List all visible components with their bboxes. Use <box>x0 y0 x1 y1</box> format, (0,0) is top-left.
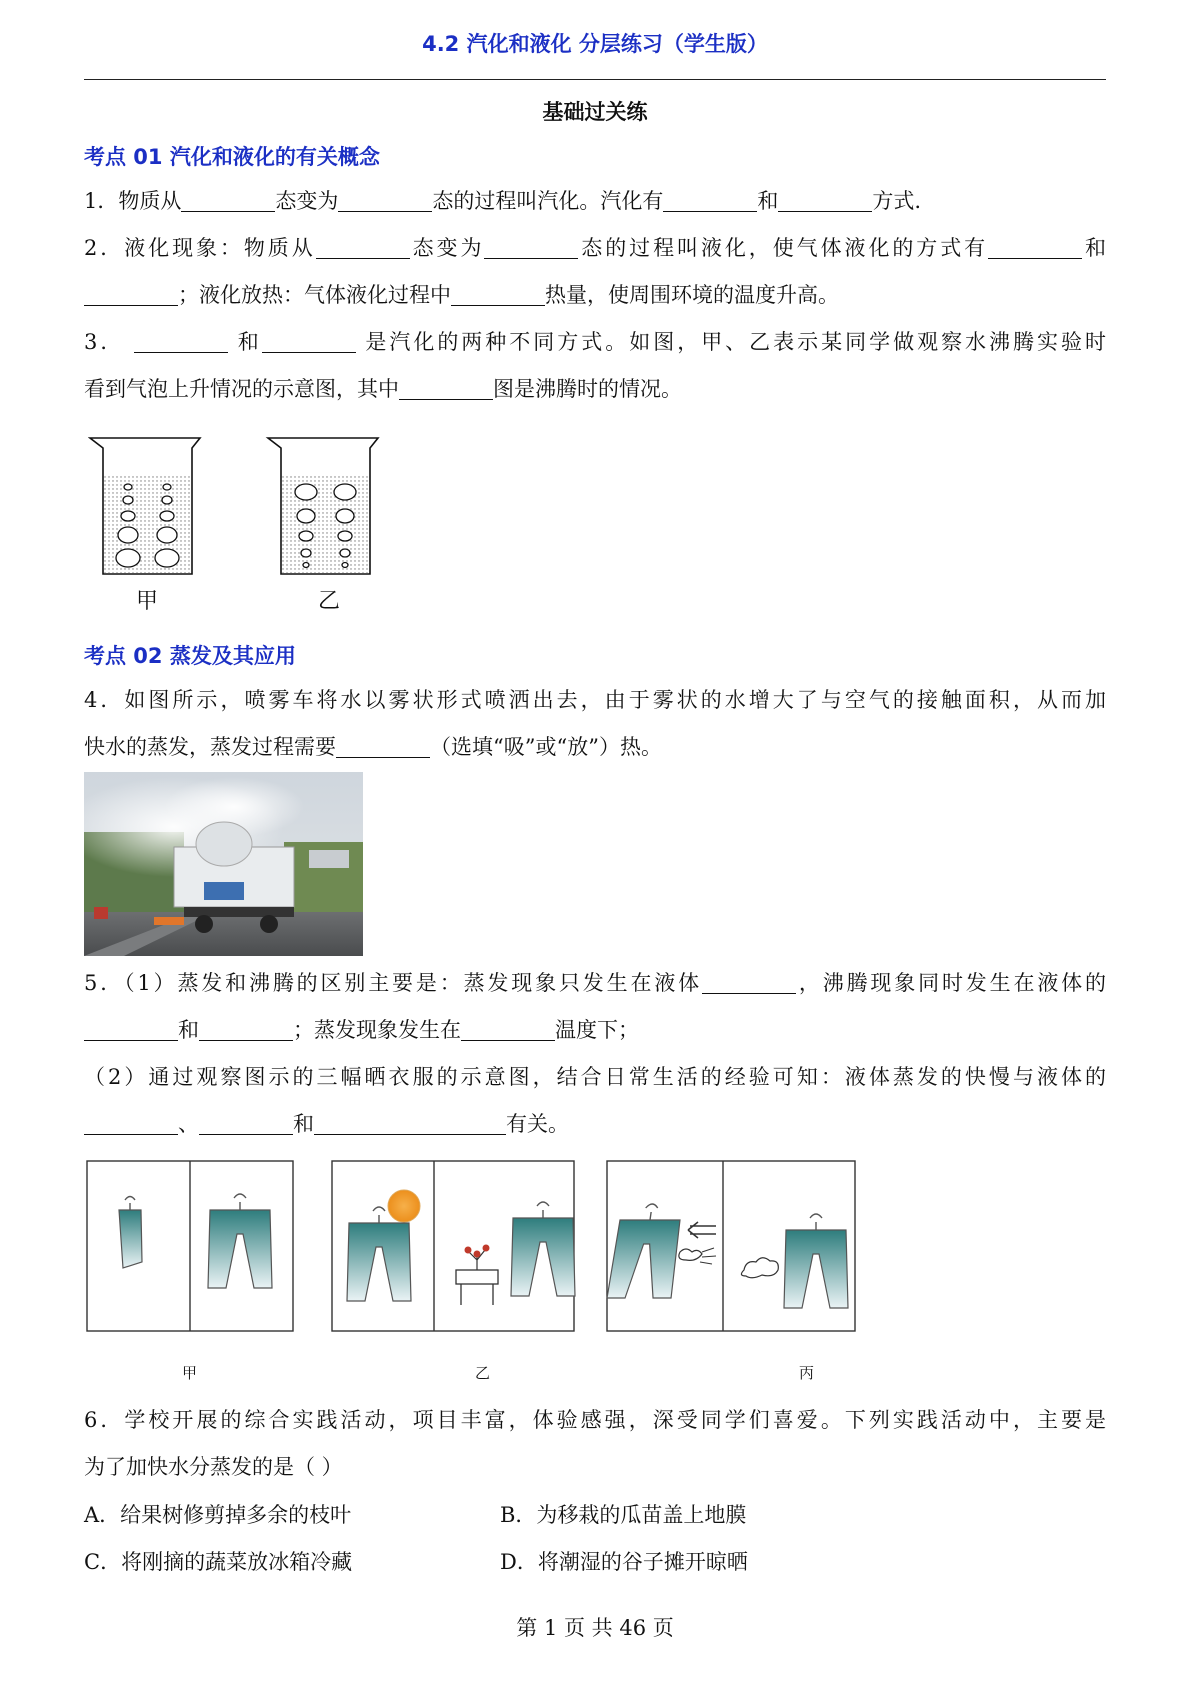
text: 快水的蒸发，蒸发过程需要 <box>84 735 336 759</box>
figure-label-jia: 甲 <box>136 589 159 614</box>
answer-blank[interactable] <box>181 189 275 212</box>
text: （1）蒸发和沸腾的区别主要是：蒸发现象只发生在液体 <box>124 971 703 995</box>
panel-yi <box>332 1161 575 1331</box>
text: 态的过程叫液化，使气体液化的方式有 <box>578 236 989 260</box>
text: 热量，使周围环境的温度升高。 <box>545 283 839 307</box>
answer-blank[interactable] <box>988 236 1082 259</box>
beakers-figure <box>88 436 388 576</box>
answer-blank[interactable] <box>314 1112 506 1135</box>
text: 态变为 <box>275 189 339 213</box>
text: （选填“吸”或“放”）热。 <box>430 735 662 759</box>
option-d[interactable]: D．将潮湿的谷子摊开晾晒 <box>500 1550 748 1574</box>
question-number: 2． <box>84 236 125 260</box>
text: 图是沸腾时的情况。 <box>493 377 682 401</box>
text: ；液化放热：气体液化过程中 <box>178 283 451 307</box>
answer-blank[interactable] <box>262 330 356 353</box>
text: 和 <box>293 1112 314 1136</box>
answer-blank[interactable] <box>484 236 578 259</box>
text: 态变为 <box>409 236 485 260</box>
text: ，沸腾现象同时发生在液体的 <box>796 971 1107 995</box>
text: 和 <box>757 189 779 213</box>
answer-blank[interactable] <box>451 283 545 306</box>
panel-jia <box>87 1161 293 1331</box>
option-b[interactable]: B．为移栽的瓜苗盖上地膜 <box>500 1503 747 1527</box>
question-number: 6． <box>84 1408 125 1432</box>
question-3 <box>84 327 1106 357</box>
question-5-part-1 <box>84 968 1106 998</box>
text: 物质从 <box>118 189 182 213</box>
question-number: 1． <box>84 189 119 213</box>
figure-label-yi: 乙 <box>475 1364 491 1382</box>
answer-blank[interactable] <box>338 189 432 212</box>
question-number: 3． <box>84 330 125 354</box>
text: 和 <box>1082 236 1107 260</box>
question-5-part-2-continued <box>84 1109 1106 1139</box>
page-number: 第 1 页 共 46 页 <box>516 1616 674 1640</box>
question-1 <box>84 186 1106 216</box>
question-6 <box>84 1405 1106 1435</box>
question-6-continued <box>84 1452 1106 1482</box>
topic-02-heading: 考点 02 蒸发及其应用 <box>84 644 296 668</box>
text: 和 <box>237 330 262 354</box>
text: 为了加快水分蒸发的是（ ） <box>84 1455 343 1479</box>
drying-clothes-figure <box>86 1160 858 1336</box>
section-title: 基础过关练 <box>542 100 648 124</box>
question-number: 5． <box>84 971 125 995</box>
question-4-continued <box>84 732 1106 762</box>
text: （2）通过观察图示的三幅晒衣服的示意图，结合日常生活的经验可知：液体蒸发的快慢与液体的 <box>84 1065 1106 1089</box>
text: 学校开展的综合实践活动，项目丰富，体验感强，深受同学们喜爱。下列实践活动中，主要是 <box>124 1408 1106 1432</box>
answer-blank[interactable] <box>84 1112 178 1135</box>
answer-blank[interactable] <box>316 236 410 259</box>
answer-blank[interactable] <box>663 189 757 212</box>
option-a[interactable]: A．给果树修剪掉多余的枝叶 <box>84 1503 352 1527</box>
text: 液化现象：物质从 <box>124 236 316 260</box>
answer-blank[interactable] <box>84 1018 178 1041</box>
question-5-part-2 <box>84 1062 1106 1092</box>
text: 是汽化的两种不同方式。如图，甲、乙表示某同学做观察水沸腾实验时 <box>365 330 1106 354</box>
spray-truck-photo <box>84 772 363 956</box>
answer-blank[interactable] <box>702 971 796 994</box>
answer-blank[interactable] <box>84 283 178 306</box>
text: 看到气泡上升情况的示意图，其中 <box>84 377 399 401</box>
question-2-continued <box>84 280 1106 310</box>
question-3-continued <box>84 374 1106 404</box>
question-5-part-1-continued <box>84 1015 1106 1045</box>
beaker-yi <box>268 438 378 574</box>
answer-blank[interactable] <box>134 330 228 353</box>
answer-blank[interactable] <box>778 189 872 212</box>
text: 和 <box>178 1018 199 1042</box>
text: 、 <box>178 1112 199 1136</box>
answer-blank[interactable] <box>399 377 493 400</box>
question-2 <box>84 233 1106 263</box>
topic-01-heading: 考点 01 汽化和液化的有关概念 <box>84 145 380 169</box>
answer-blank[interactable] <box>199 1112 293 1135</box>
page-title: 4.2 汽化和液化 分层练习（学生版） <box>422 32 768 56</box>
panel-bing <box>607 1161 855 1331</box>
beaker-jia <box>90 438 200 574</box>
text: 态的过程叫汽化。汽化有 <box>432 189 664 213</box>
figure-label-bing: 丙 <box>799 1364 815 1382</box>
figure-label-yi: 乙 <box>318 589 341 614</box>
answer-blank[interactable] <box>461 1018 555 1041</box>
question-number: 4． <box>84 688 125 712</box>
figure-label-jia: 甲 <box>182 1364 198 1382</box>
text: ；蒸发现象发生在 <box>293 1018 461 1042</box>
text: 温度下； <box>555 1018 639 1042</box>
text: 方式. <box>872 189 922 213</box>
option-c[interactable]: C．将刚摘的蔬菜放冰箱冷藏 <box>84 1550 353 1574</box>
answer-blank[interactable] <box>336 735 430 758</box>
answer-blank[interactable] <box>199 1018 293 1041</box>
question-4 <box>84 685 1106 715</box>
header-divider <box>84 79 1106 80</box>
text: 有关。 <box>506 1112 569 1136</box>
text: 如图所示，喷雾车将水以雾状形式喷洒出去，由于雾状的水增大了与空气的接触面积，从而加 <box>124 688 1106 712</box>
